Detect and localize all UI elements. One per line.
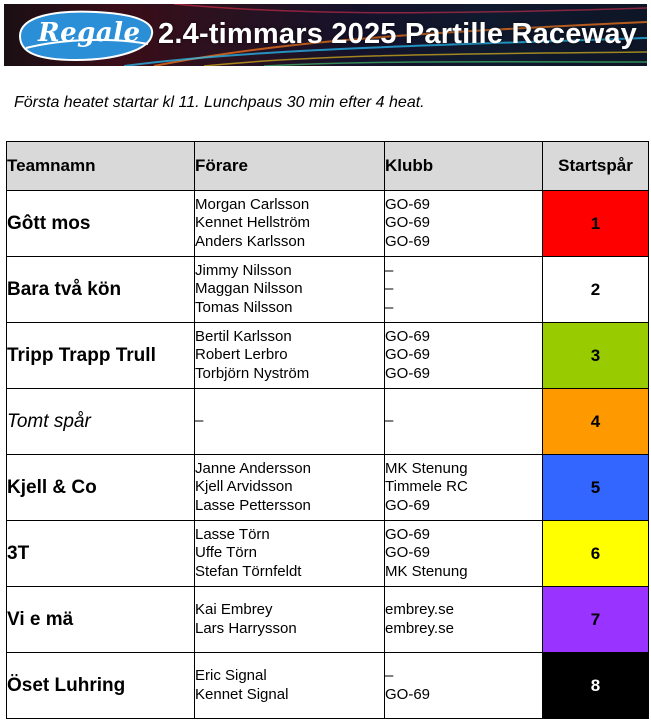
club-name: – <box>385 280 394 298</box>
clubs-cell <box>385 323 543 389</box>
clubs-cell <box>385 257 543 323</box>
regale-logo <box>16 8 156 62</box>
driver-name: Stefan Törnfeldt <box>195 562 302 580</box>
table-row <box>7 521 649 587</box>
table-row <box>7 257 649 323</box>
drivers-cell <box>195 323 385 389</box>
drivers-cell <box>195 521 385 587</box>
clubs-cell <box>385 191 543 257</box>
clubs-cell <box>385 521 543 587</box>
table-row <box>7 389 649 455</box>
driver-name: Kai Embrey <box>195 601 273 618</box>
driver-name: Lasse Törn <box>195 525 270 543</box>
clubs-cell <box>385 455 543 521</box>
team-name: Tripp Trapp Trull <box>7 323 195 389</box>
start-lane: 6 <box>543 521 649 587</box>
team-name: Öset Luhring <box>7 653 195 719</box>
club-name: MK Stenung <box>385 459 468 477</box>
start-lane: 4 <box>543 389 649 455</box>
club-name: GO-69 <box>385 232 431 250</box>
drivers-cell <box>195 587 385 653</box>
club-name: GO-69 <box>385 346 431 364</box>
club-name: – <box>385 261 394 279</box>
club-name: Timmele RC <box>385 478 468 496</box>
driver-name: Lasse Pettersson <box>195 496 311 514</box>
club-name: – <box>385 298 394 316</box>
club-name: GO-69 <box>385 544 431 562</box>
driver-name: Jimmy Nilsson <box>195 261 292 279</box>
driver-name: Kennet Signal <box>195 685 289 703</box>
club-name: embrey.se <box>385 601 454 618</box>
driver-name: Tomas Nilsson <box>195 298 293 316</box>
start-lane: 3 <box>543 323 649 389</box>
start-list-table <box>6 141 649 719</box>
clubs-cell <box>385 587 543 653</box>
clubs-cell <box>385 653 543 719</box>
header-lane: Startspår <box>543 142 649 191</box>
table-row <box>7 191 649 257</box>
header-club: Klubb <box>385 142 543 191</box>
clubs-cell <box>385 389 543 455</box>
club-name: GO-69 <box>385 685 431 703</box>
drivers-cell <box>195 257 385 323</box>
club-name: MK Stenung <box>385 562 468 580</box>
start-lane: 8 <box>543 653 649 719</box>
driver-name: Anders Karlsson <box>195 232 306 250</box>
table-row <box>7 455 649 521</box>
club-name: – <box>385 667 394 684</box>
driver-name: Maggan Nilsson <box>195 280 303 298</box>
table-row <box>7 653 649 719</box>
team-name: Vi e mä <box>7 587 195 653</box>
header-banner <box>4 4 647 66</box>
schedule-note: Första heatet startar kl 11. Lunchpaus 30 min efter 4 heat. <box>14 94 425 111</box>
driver-name: Uffe Törn <box>195 544 257 562</box>
driver-name: Kennet Hellström <box>195 214 311 232</box>
driver-name: – <box>195 412 204 430</box>
driver-name: Janne Andersson <box>195 459 311 477</box>
driver-name: Eric Signal <box>195 667 267 684</box>
club-name: GO-69 <box>385 214 431 232</box>
drivers-cell <box>195 191 385 257</box>
drivers-cell <box>195 389 385 455</box>
logo-wordmark: Regale <box>38 18 141 48</box>
club-name: GO-69 <box>385 195 431 213</box>
driver-name: Robert Lerbro <box>195 346 288 364</box>
page-title: 2.4-timmars 2025 Partille Raceway <box>158 18 637 50</box>
table-header-row <box>7 142 649 191</box>
start-lane: 7 <box>543 587 649 653</box>
driver-name: Lars Harrysson <box>195 619 297 637</box>
club-name: GO-69 <box>385 496 431 514</box>
club-name: – <box>385 412 394 430</box>
team-name: Kjell & Co <box>7 455 195 521</box>
club-name: GO-69 <box>385 525 431 543</box>
drivers-cell <box>195 653 385 719</box>
driver-name: Bertil Karlsson <box>195 327 292 345</box>
club-name: GO-69 <box>385 327 431 345</box>
drivers-cell <box>195 455 385 521</box>
header-team: Teamnamn <box>7 142 195 191</box>
team-name: 3T <box>7 521 195 587</box>
driver-name: Kjell Arvidsson <box>195 478 293 496</box>
team-name: Tomt spår <box>7 389 195 455</box>
start-lane: 2 <box>543 257 649 323</box>
driver-name: Morgan Carlsson <box>195 195 310 213</box>
club-name: embrey.se <box>385 619 454 637</box>
driver-name: Torbjörn Nyström <box>195 364 310 382</box>
start-lane: 1 <box>543 191 649 257</box>
header-drivers: Förare <box>195 142 385 191</box>
team-name: Bara två kön <box>7 257 195 323</box>
club-name: GO-69 <box>385 364 431 382</box>
team-name: Gôtt mos <box>7 191 195 257</box>
start-lane: 5 <box>543 455 649 521</box>
table-row <box>7 323 649 389</box>
table-row <box>7 587 649 653</box>
